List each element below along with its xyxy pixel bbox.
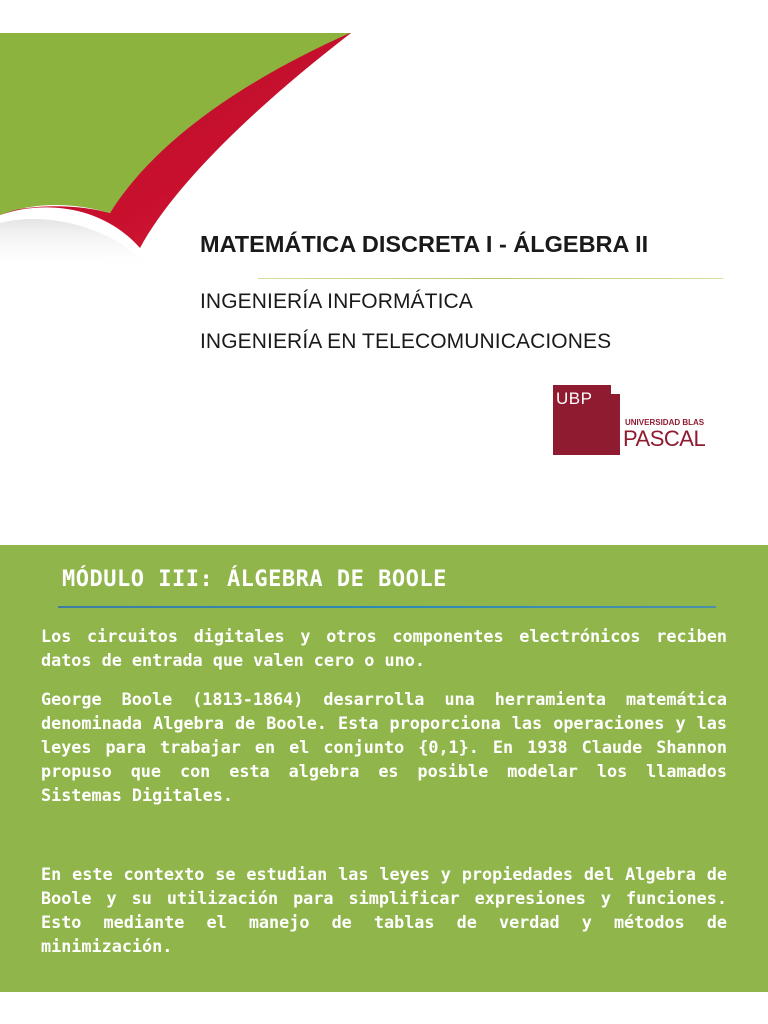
cover-slide: [0, 33, 768, 540]
logo-short-name: UBP: [556, 389, 593, 408]
module-title: MÓDULO III: ÁLGEBRA DE BOOLE: [62, 567, 447, 592]
program-telecomunicaciones: INGENIERÍA EN TELECOMUNICACIONES: [200, 330, 612, 353]
module-paragraph-3: En este contexto se estudian las leyes y propiedades del Algebra de Boole y su utilización para simplificar expresiones y funciones. Esto mediante el manejo de tablas de verdad y métodos de minimización.: [41, 864, 727, 956]
title-divider: [258, 278, 723, 279]
course-title: MATEMÁTICA DISCRETA I - ÁLGEBRA II: [200, 231, 649, 257]
module-paragraph-1: Los circuitos digitales y otros componentes electrónicos reciben datos de entrada que valen cero o uno.: [41, 626, 727, 670]
module-paragraph-2: George Boole (1813-1864) desarrolla una herramienta matemática denominada Algebra de Boole. Esta proporciona las operaciones y las leyes para trabajar en el conjunto {0,1}. En 1938 Claude Shannon propuso que con esta algebra es posible modelar los llamados Sistemas Digitales.: [41, 689, 727, 805]
ubp-logo: [553, 385, 723, 455]
module-slide: [0, 545, 768, 992]
program-informatica: INGENIERÍA INFORMÁTICA: [200, 290, 473, 313]
logo-line-2: PASCAL: [623, 426, 706, 451]
logo-notch: [611, 385, 620, 394]
module-title-divider: [58, 606, 716, 608]
logo-line-1: UNIVERSIDAD BLAS: [625, 418, 705, 427]
